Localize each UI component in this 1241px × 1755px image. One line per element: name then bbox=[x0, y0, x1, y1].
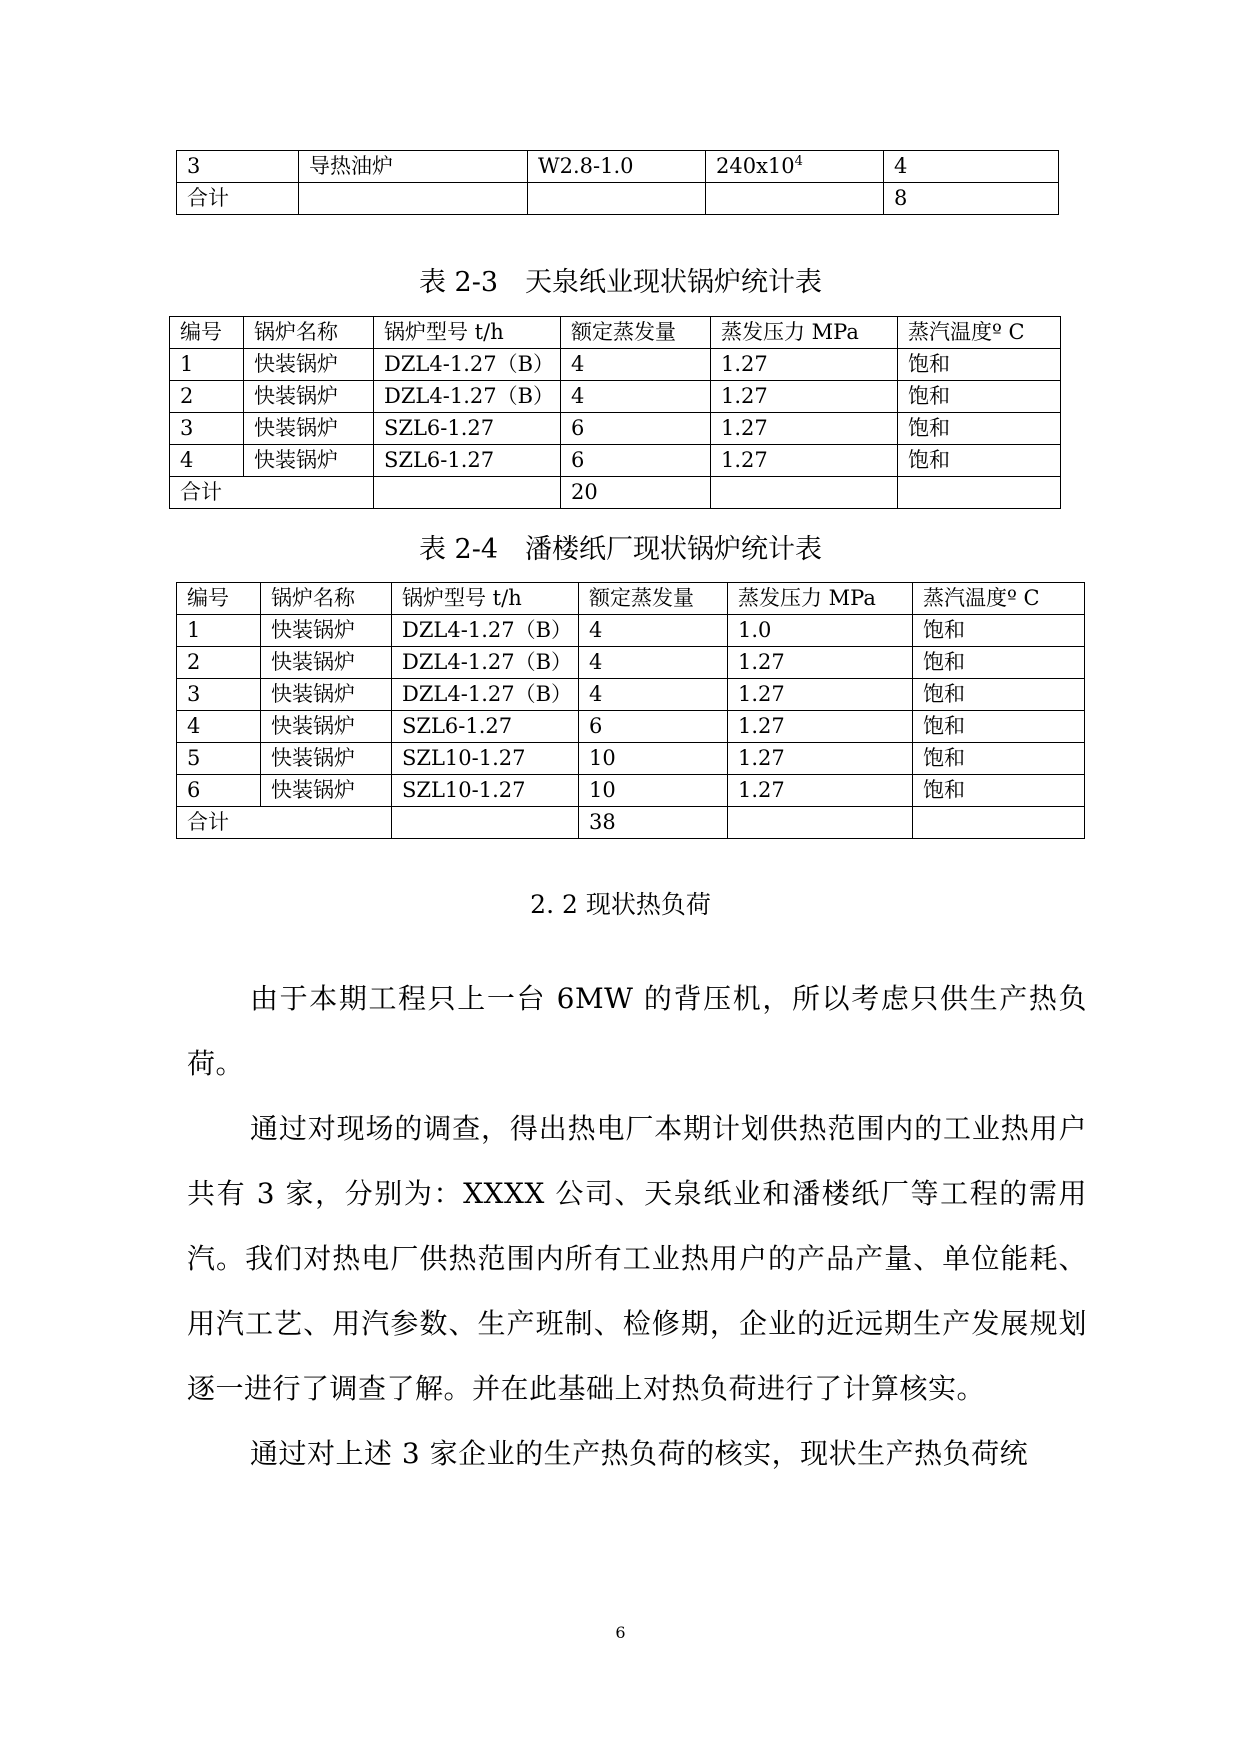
table-cell bbox=[392, 807, 579, 839]
table-cell: 1.27 bbox=[711, 381, 898, 413]
table-cell: 1.27 bbox=[728, 711, 913, 743]
table-cell: DZL4-1.27（B） bbox=[392, 647, 579, 679]
table-cell bbox=[706, 151, 884, 183]
superscript: 4 bbox=[794, 154, 803, 169]
table-cell: 快装锅炉 bbox=[244, 445, 374, 477]
table-cell: 1.27 bbox=[728, 647, 913, 679]
table-cell: 3 bbox=[177, 679, 261, 711]
table-cell: 6 bbox=[579, 711, 728, 743]
column-header: 锅炉型号 t/h bbox=[392, 583, 579, 615]
table-row bbox=[170, 381, 1061, 413]
cell-text: 240x10 bbox=[716, 154, 795, 178]
table-row bbox=[170, 413, 1061, 445]
table-cell: 饱和 bbox=[913, 615, 1085, 647]
table-cell: 饱和 bbox=[898, 445, 1061, 477]
table-cell: 1.27 bbox=[728, 679, 913, 711]
table-cell: SZL10-1.27 bbox=[392, 775, 579, 807]
table-cell: 快装锅炉 bbox=[244, 413, 374, 445]
column-header: 锅炉名称 bbox=[244, 317, 374, 349]
table-cell bbox=[711, 477, 898, 509]
total-value: 20 bbox=[561, 477, 711, 509]
table-cell: 1.27 bbox=[728, 743, 913, 775]
table-cell: 快装锅炉 bbox=[244, 349, 374, 381]
table-cell: 4 bbox=[170, 445, 244, 477]
table-2-3 bbox=[169, 316, 1061, 509]
table-cell: W2.8-1.0 bbox=[528, 151, 706, 183]
table-cell bbox=[728, 807, 913, 839]
total-label: 合计 bbox=[170, 477, 374, 509]
table-cell: 4 bbox=[579, 679, 728, 711]
table-cell: 1 bbox=[170, 349, 244, 381]
table-cell bbox=[706, 183, 884, 215]
table-cell: 6 bbox=[561, 413, 711, 445]
table-cell: 快装锅炉 bbox=[244, 381, 374, 413]
table-cell: SZL6-1.27 bbox=[374, 445, 561, 477]
page-number: 6 bbox=[615, 1623, 626, 1642]
table-cell: 10 bbox=[579, 743, 728, 775]
table-cell: SZL6-1.27 bbox=[392, 711, 579, 743]
table-cell: 4 bbox=[884, 151, 1059, 183]
table-cell: DZL4-1.27（B） bbox=[374, 381, 561, 413]
table-cell: 1.27 bbox=[711, 445, 898, 477]
table-cell: SZL10-1.27 bbox=[392, 743, 579, 775]
table-cell bbox=[299, 183, 528, 215]
table-cell: DZL4-1.27（B） bbox=[392, 679, 579, 711]
table-cell: 饱和 bbox=[898, 413, 1061, 445]
table-row bbox=[177, 647, 1085, 679]
table-cell: 3 bbox=[177, 151, 299, 183]
table-cell: 8 bbox=[884, 183, 1059, 215]
table-cell: 快装锅炉 bbox=[261, 743, 392, 775]
table-cell: 导热油炉 bbox=[299, 151, 528, 183]
table-cell: 4 bbox=[177, 711, 261, 743]
table-cell: 饱和 bbox=[913, 647, 1085, 679]
column-header: 额定蒸发量 bbox=[579, 583, 728, 615]
table-row bbox=[177, 775, 1085, 807]
table-cell: SZL6-1.27 bbox=[374, 413, 561, 445]
table-cell: 饱和 bbox=[898, 381, 1061, 413]
table-cell: 5 bbox=[177, 743, 261, 775]
table-cell: 4 bbox=[561, 349, 711, 381]
table-cell: DZL4-1.27（B） bbox=[374, 349, 561, 381]
table-cell: 6 bbox=[177, 775, 261, 807]
column-header: 锅炉名称 bbox=[261, 583, 392, 615]
table-cell: 2 bbox=[177, 647, 261, 679]
column-header: 锅炉型号 t/h bbox=[374, 317, 561, 349]
column-header: 蒸汽温度º C bbox=[898, 317, 1061, 349]
table-prev-continued bbox=[176, 150, 1059, 215]
table-2-3-caption: 表 2-3 天泉纸业现状锅炉统计表 bbox=[418, 267, 823, 298]
table-cell: 4 bbox=[579, 615, 728, 647]
table-row bbox=[170, 445, 1061, 477]
table-row bbox=[177, 183, 1059, 215]
table-cell: 1.0 bbox=[728, 615, 913, 647]
table-header-row bbox=[177, 583, 1085, 615]
table-cell: 3 bbox=[170, 413, 244, 445]
table-cell: 10 bbox=[579, 775, 728, 807]
table-cell: DZL4-1.27（B） bbox=[392, 615, 579, 647]
table-cell: 快装锅炉 bbox=[261, 647, 392, 679]
table-cell: 饱和 bbox=[913, 679, 1085, 711]
paragraph: 由于本期工程只上一台 6MW 的背压机，所以考虑只供生产热负荷。 bbox=[187, 982, 1087, 1080]
table-cell: 1 bbox=[177, 615, 261, 647]
table-row bbox=[170, 349, 1061, 381]
paragraph: 通过对现场的调查，得出热电厂本期计划供热范围内的工业热用户共有 3 家，分别为：XXXX 公司、天泉纸业和潘楼纸厂等工程的需用汽。我们对热电厂供热范围内所有工业热用户的产品产量、单位能耗、用汽工艺、用汽参数、生产班制、检修期，企业的近远期生产发展规划逐一进行了调查了解。并在此基础上对热负荷进行了计算核实。 bbox=[187, 1112, 1087, 1405]
table-cell: 快装锅炉 bbox=[261, 711, 392, 743]
table-cell: 6 bbox=[561, 445, 711, 477]
table-row bbox=[177, 679, 1085, 711]
total-value: 38 bbox=[579, 807, 728, 839]
table-cell: 快装锅炉 bbox=[261, 615, 392, 647]
table-cell: 4 bbox=[561, 381, 711, 413]
table-cell: 饱和 bbox=[913, 775, 1085, 807]
table-cell bbox=[374, 477, 561, 509]
column-header: 蒸发压力 MPa bbox=[728, 583, 913, 615]
table-cell: 快装锅炉 bbox=[261, 679, 392, 711]
column-header: 编号 bbox=[177, 583, 261, 615]
table-cell bbox=[528, 183, 706, 215]
table-cell: 1.27 bbox=[711, 349, 898, 381]
section-body bbox=[187, 966, 1087, 1486]
table-2-4-caption: 表 2-4 潘楼纸厂现状锅炉统计表 bbox=[418, 534, 823, 565]
table-cell: 饱和 bbox=[913, 711, 1085, 743]
table-cell: 合计 bbox=[177, 183, 299, 215]
table-cell: 饱和 bbox=[913, 743, 1085, 775]
table-total-row bbox=[177, 807, 1085, 839]
table-cell: 1.27 bbox=[711, 413, 898, 445]
table-cell: 2 bbox=[170, 381, 244, 413]
section-title: 2. 2 现状热负荷 bbox=[530, 890, 711, 919]
column-header: 额定蒸发量 bbox=[561, 317, 711, 349]
table-row bbox=[177, 615, 1085, 647]
table-cell: 1.27 bbox=[728, 775, 913, 807]
table-cell: 快装锅炉 bbox=[261, 775, 392, 807]
table-cell bbox=[898, 477, 1061, 509]
column-header: 蒸汽温度º C bbox=[913, 583, 1085, 615]
table-row bbox=[177, 743, 1085, 775]
table-header-row bbox=[170, 317, 1061, 349]
column-header: 蒸发压力 MPa bbox=[711, 317, 898, 349]
table-2-4 bbox=[176, 582, 1085, 839]
table-row bbox=[177, 711, 1085, 743]
table-cell bbox=[913, 807, 1085, 839]
table-row bbox=[177, 151, 1059, 183]
paragraph: 通过对上述 3 家企业的生产热负荷的核实，现状生产热负荷统 bbox=[250, 1437, 1029, 1470]
table-cell: 饱和 bbox=[898, 349, 1061, 381]
total-label: 合计 bbox=[177, 807, 392, 839]
table-cell: 4 bbox=[579, 647, 728, 679]
column-header: 编号 bbox=[170, 317, 244, 349]
table-total-row bbox=[170, 477, 1061, 509]
